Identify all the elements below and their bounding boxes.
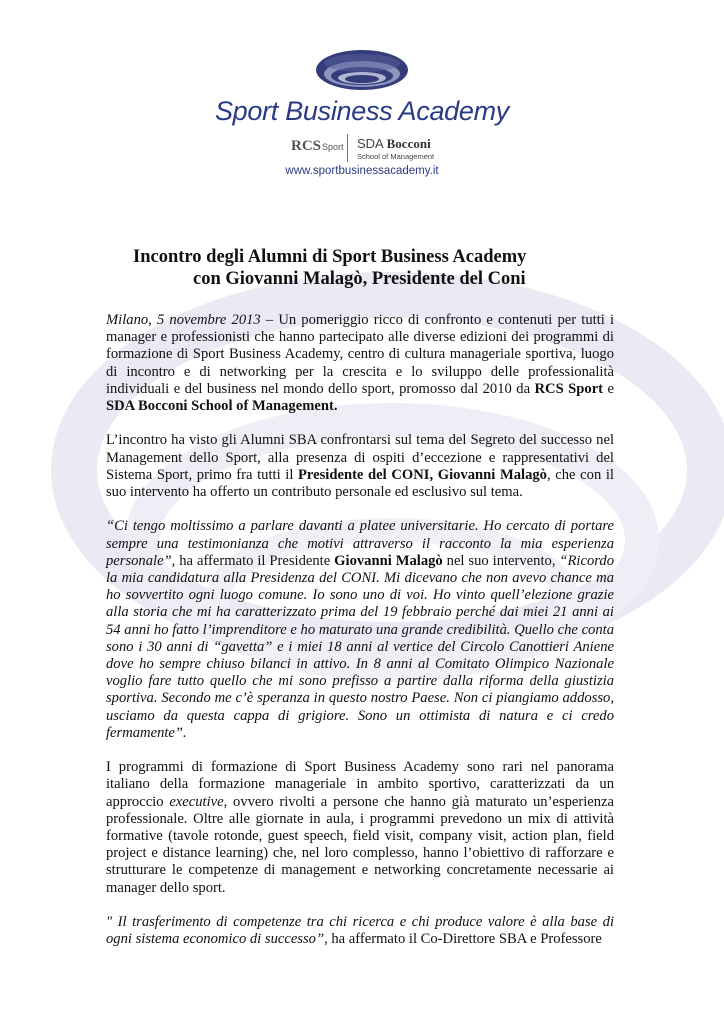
article-body [106, 312, 614, 966]
paragraph-programs: I programmi di formazione di Sport Business Academy sono rari nel panorama italiano della formazione manageriale in ambito sportivo, caratterizzati da un approccio executive, ovvero rivolti a persone che hanno già maturato un’esperienza professionale. Oltre alle giornate in aula, i programmi prevedono un mix di attività formative (tavole rotonde, guest speech, field visit, company visit, action plan, field project e distance learning) che, nel loro complesso, hanno l’obiettivo di rafforzare e strutturare le competenze di management e networking concretamente necessarie ai manager dello sport. [106, 759, 615, 896]
title-line-1: Incontro degli Alumni di Sport Business Academy [133, 247, 527, 267]
paragraph-quote-malago: “Ci tengo moltissimo a parlare davanti a platee universitarie. Ho cercato di portare sempre una testimonianza che motivi attraverso il racconto la mia esperienza personale”, ha affermato il Presidente Giovanni Malagò nel suo intervento, “Ricordo la mia candidatura alla Presidenza del CONI. Mi dicevano che non avevo chance ma ho sovvertito ogni luogo comune. Io sono uno di voi. Ho vinto quell’elezione grazie alla storia che mi ha caratterizzato prima del 19 febbraio perché dai miei 21 anni ai 54 anni ho fatto l’imprenditore e ho maturato una grande credibilità. Quello che conta sono i 30 anni di “gavetta” e i miei 18 anni al vertice del Circolo Canottieri Aniene dove ho sempre chiuso bilanci in attivo. In 8 anni al Comitato Olimpico Nazionale voglio fare tutto quello che mi sono prefisso a partire dalla riforma della giustizia sportiva. Secondo me c’è speranza in questo nostro Paese. Non ci piangiamo addosso, usciamo da questa cappa di grigiore. Sono un ottimista di natura e ci credo fermamente”. [106, 518, 614, 741]
partner-divider [347, 134, 348, 162]
sda-bocconi-subtitle: School of Management [357, 152, 435, 161]
website-url: www.sportbusinessacademy.it [285, 165, 439, 177]
partner-logos [0, 134, 724, 164]
sba-emblem-icon [312, 46, 412, 94]
title-line-2: con Giovanni Malagò, Presidente del Coni [193, 269, 526, 289]
paragraph-intro: Milano, 5 novembre 2013 – Un pomeriggio ricco di confronto e contenuti per tutti i manager e professionisti che hanno partecipato alle diverse edizioni dei programmi di formazione di Sport Business Academy, centro di cultura manageriale sportiva, luogo di incontro e di networking per la crescita e lo sviluppo delle professionalità individuali e del business nel mondo dello sport, promosso dal 2010 da RCS Sport e SDA Bocconi School of Management. [106, 312, 614, 415]
brand-name: Sport Business Academy [214, 96, 510, 126]
rcs-sport-logo: RCSSport [291, 138, 344, 154]
paragraph-quote-codirector: " Il trasferimento di competenze tra chi ricerca e chi produce valore è alla base di ogni sistema economico di successo”, ha affermato il Co-Direttore SBA e Professore [106, 914, 614, 948]
dateline: Milano, 5 novembre 2013 [106, 312, 261, 328]
sda-bocconi-logo: SDA Bocconi [357, 136, 431, 151]
paragraph-event: L’incontro ha visto gli Alumni SBA confrontarsi sul tema del Segreto del successo nel Management dello Sport, alla presenza di ospiti d’eccezione e rappresentativi del Sistema Sport, primo fra tutti il Presidente del CONI, Giovanni Malagò, che con il suo intervento ha offerto un contributo personale ed esclusivo sul tema. [106, 432, 614, 501]
header-logo [0, 40, 724, 190]
document-title [100, 246, 660, 290]
